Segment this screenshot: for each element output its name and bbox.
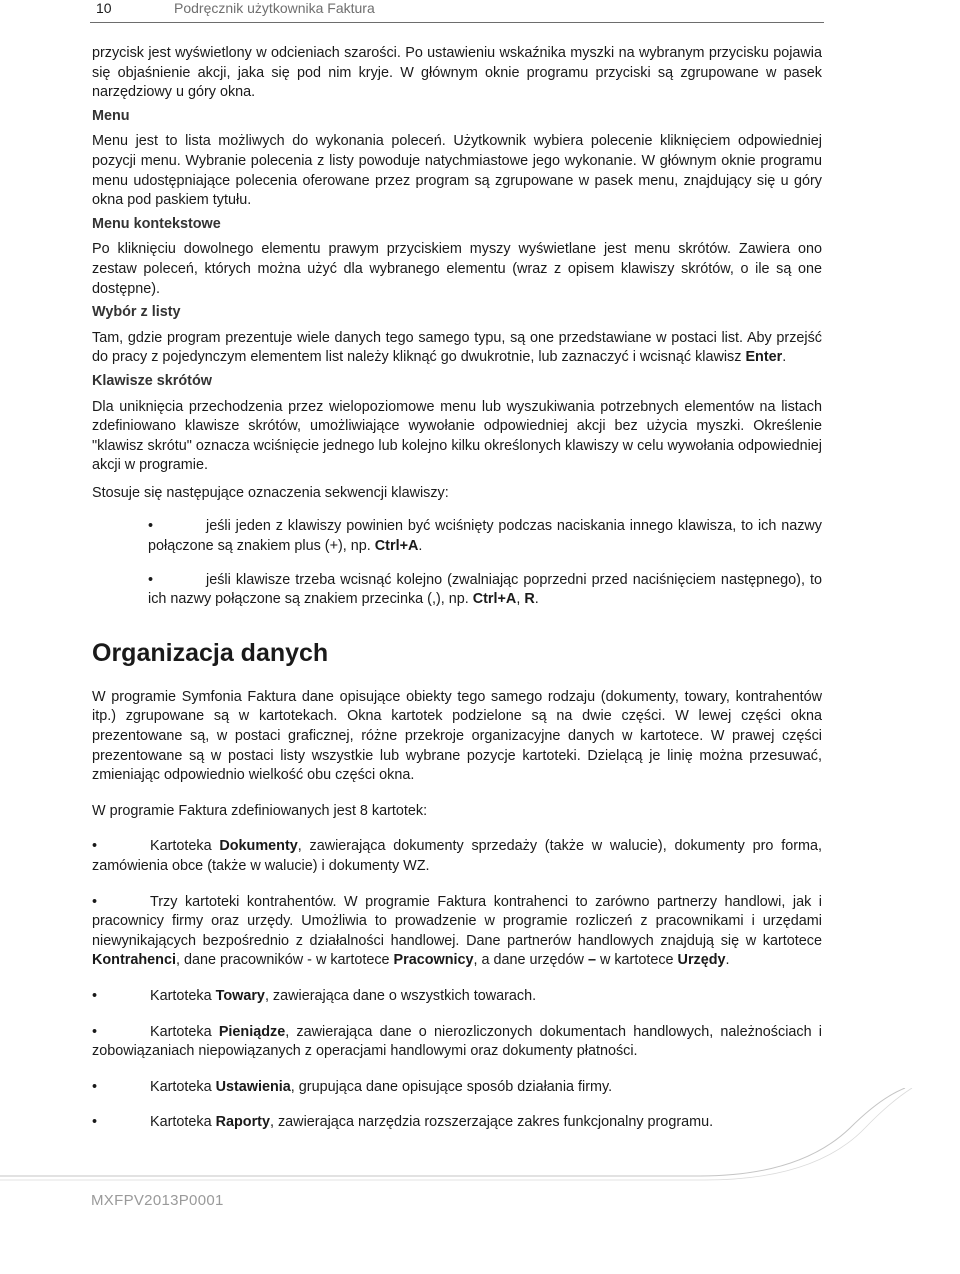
organization-heading: Organizacja danych (92, 638, 329, 667)
list-item (148, 517, 822, 556)
r-key-label: R (524, 591, 535, 608)
list-item-text: jeśli klawisze trzeba wcisnąć kolejno (zwalniając poprzedni przed naciśnięciem następnego), to ich nazwy połączone są znakiem przecinka (,), np. (148, 571, 822, 608)
bullet-icon: • (148, 518, 154, 535)
list-item-text: jeśli jeden z klawiszy powinien być wciśnięty podczas naciskania innego klawisza, to ich nazwy połączone są znakiem plus (+), np. (148, 518, 822, 555)
shortcuts-heading: Klawisze skrótów (92, 372, 212, 389)
menu-heading: Menu (92, 107, 130, 124)
list-item-text: Trzy kartoteki kontrahentów. W programie Faktura kontrahenci to zarówno partnerzy handlowi, jak i pracownicy firmy oraz urzędy. Umożliwia to prowadzenie w programie rozliczeń z pracownikami i urzędami niewynikających bezpośrednio z działalności handlowej. Dane partnerów handlowych znajdują się w kartotece (92, 893, 822, 949)
bullet-icon: • (92, 1114, 98, 1131)
catalog-name: Ustawienia (215, 1078, 291, 1095)
list-item (92, 987, 822, 1007)
footer-curve-decoration (0, 1088, 960, 1188)
list-item-text: , grupująca dane opisujące sposób działania firmy. (290, 1078, 613, 1095)
ctrl-a-key-label: Ctrl+A (374, 538, 419, 555)
list-choice-heading: Wybór z listy (92, 304, 181, 321)
list-item-text: Kartoteka (150, 1023, 219, 1040)
list-item-text: w kartotece (595, 952, 678, 969)
dash-symbol: – (587, 952, 596, 969)
page-number: 10 (96, 0, 112, 16)
shortcuts-paragraph: Dla uniknięcia przechodzenia przez wielopoziomowe menu lub wyszukiwania potrzebnych elementów na listach zdefiniowano klawisze skrótów, umożliwiające wywołanie odpowiedniej akcji bez użycia myszki. Określenie "klawisz skrótu" oznacza wciśnięcie jednego lub kolejno kilku określonych klawiszy w celu wywołania odpowiedniej akcji w programie. (92, 398, 822, 474)
catalog-name: Raporty (215, 1114, 270, 1131)
list-choice-end: . (782, 349, 787, 366)
page-content (92, 44, 822, 1133)
bullet-icon: • (92, 1023, 98, 1040)
organization-paragraph: W programie Symfonia Faktura dane opisujące obiekty tego samego rodzaju (dokumenty, towary, kontrahentów itp.) zgrupowane są w kartotekach. Okna kartotek podzielone są na dwie części. W lewej części okna prezentowane są, w postaci graficznej, różne przekroje organizacyjne danych w kartotece. W prawej części prezentowane są w postaci listy wszystkie lub wybrane pozycje kartoteki. Dzielącą je linię można przesuwać, zmieniając odpowiednio wielkość obu części okna. (92, 688, 822, 784)
list-item-end: . (418, 538, 423, 555)
list-item-text: , zawierająca dane o nierozliczonych dokumentach handlowych, należnościach i zobowiązaniach niepowiązanych z operacjami handlowymi oraz dokumenty płatności. (92, 1023, 822, 1060)
list-choice-paragraph (92, 329, 822, 368)
page-header (90, 0, 824, 23)
catalog-name: Dokumenty (219, 838, 298, 855)
catalog-name: Towary (215, 987, 265, 1004)
header-title: Podręcznik użytkownika Faktura (174, 0, 375, 16)
list-item (92, 893, 822, 971)
catalog-name: Urzędy (677, 952, 726, 969)
catalog-name: Kontrahenci (92, 952, 176, 969)
bullet-icon: • (148, 571, 154, 588)
list-item (148, 571, 822, 610)
list-item-text: , zawierająca dokumenty sprzedaży (także w walucie), dokumenty pro forma, zamówienia obce (także w walucie) i dokumenty WZ. (92, 838, 822, 874)
shortcut-sequence-list (148, 517, 822, 609)
shortcuts-sequence-intro: Stosuje się następujące oznaczenia sekwencji klawiszy: (92, 484, 449, 501)
bullet-icon: • (92, 1078, 98, 1095)
bullet-icon: • (92, 893, 98, 910)
list-item-text: Kartoteka (150, 1114, 216, 1131)
list-item (92, 837, 822, 876)
list-item-text: , a dane urzędów (473, 952, 588, 969)
list-item-text: , zawierająca dane o wszystkich towarach. (264, 987, 537, 1004)
list-item-text: , dane pracowników - w kartotece (175, 952, 394, 969)
list-item (92, 1023, 822, 1062)
intro-paragraph: przycisk jest wyświetlony w odcieniach szarości. Po ustawieniu wskaźnika myszki na wybranym przycisku pojawia się objaśnienie akcji, jaka się pod nim kryje. W głównym oknie programu przyciski są zgrupowane w pasek narzędziowy u góry okna. (92, 45, 822, 101)
list-item-text: Kartoteka (150, 838, 220, 855)
bullet-icon: • (92, 987, 98, 1004)
list-item-separator: , (516, 591, 525, 608)
list-item-end: . (725, 952, 730, 969)
list-item-text: Kartoteka (150, 1078, 216, 1095)
list-item-text: , zawierająca narzędzia rozszerzające zakres funkcjonalny programu. (269, 1114, 714, 1131)
context-menu-heading: Menu kontekstowe (92, 215, 221, 232)
list-choice-text: Tam, gdzie program prezentuje wiele danych tego samego typu, są one przedstawiane w postaci list. Aby przejść do pracy z pojedynczym elementem list należy kliknąć go dwukrotnie, lub zaznaczyć i wcisnąć klawisz (92, 329, 822, 366)
catalog-name: Pracownicy (393, 952, 474, 969)
context-menu-paragraph: Po kliknięciu dowolnego elementu prawym przyciskiem myszy wyświetlane jest menu skrótów. Zawiera ono zestaw poleceń, których można użyć dla wybranego elementu (wraz z opisem klawiszy skrótów, o ile są one dostępne). (92, 241, 822, 297)
bullet-icon: • (92, 838, 98, 855)
catalog-name: Pieniądze (218, 1023, 286, 1040)
menu-paragraph: Menu jest to lista możliwych do wykonania poleceń. Użytkownik wybiera polecenie kliknięciem odpowiedniej pozycji menu. Wybranie polecenia z listy powoduje natychmiastowe jego wykonanie. W głównym oknie programu menu udostępniające polecenia oferowane przez program są zgrupowane w pasek menu, znajdujący się u góry okna pod paskiem tytułu. (92, 133, 822, 209)
enter-key-label: Enter (745, 349, 783, 366)
footer-document-code: MXFPV2013P0001 (91, 1192, 224, 1209)
list-item-end: . (534, 591, 539, 608)
list-item-text: Kartoteka (150, 987, 216, 1004)
ctrl-a-key-label: Ctrl+A (472, 591, 517, 608)
catalog-count-paragraph: W programie Faktura zdefiniowanych jest 8 kartotek: (92, 802, 428, 819)
